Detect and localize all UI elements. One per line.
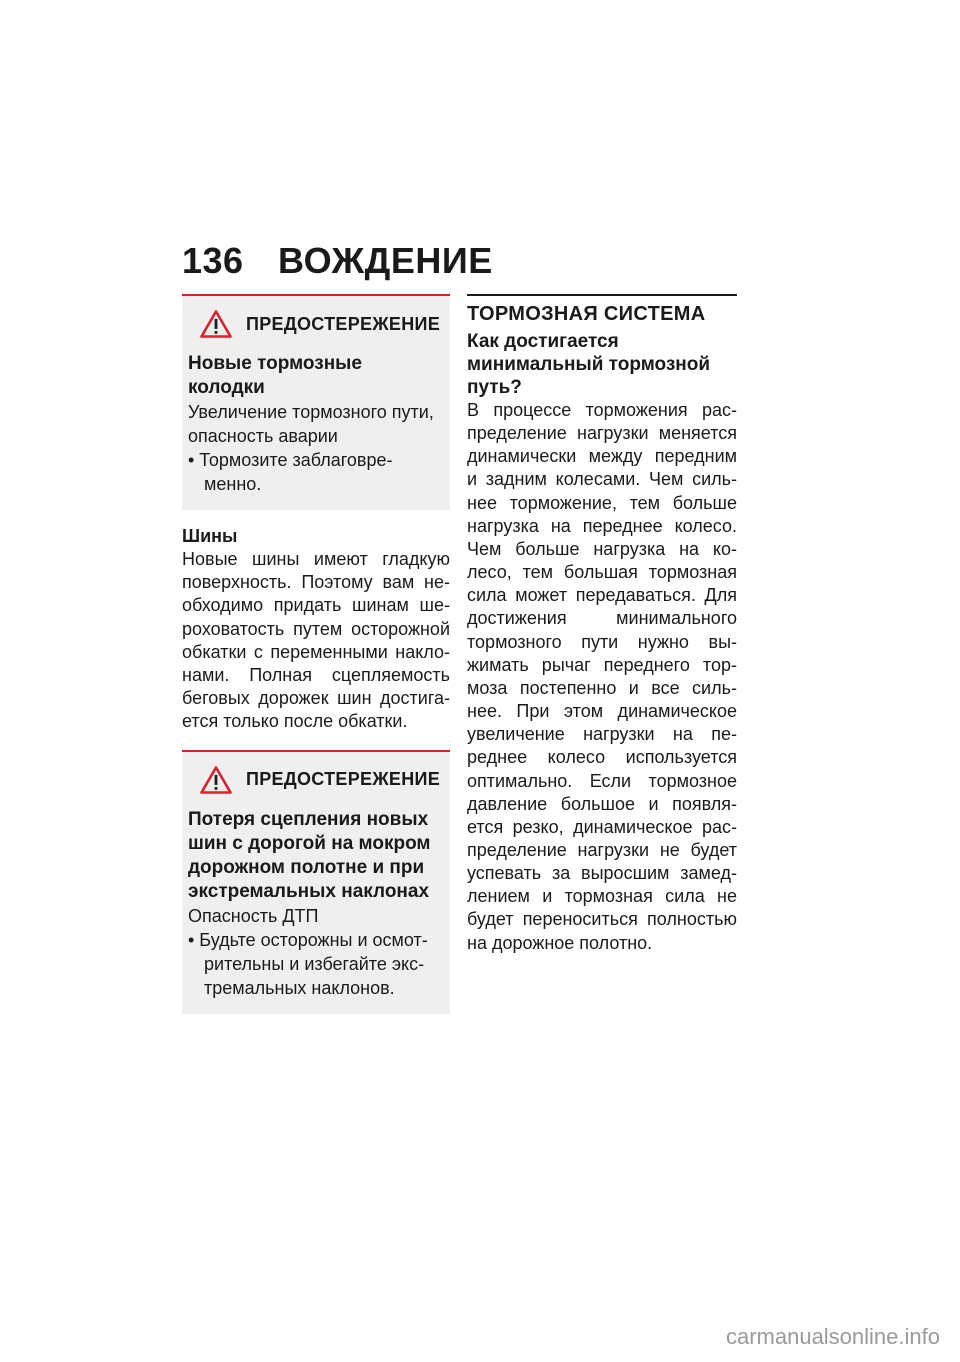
warning-box-traction (182, 750, 450, 1014)
warning-title-row (200, 310, 444, 338)
brakes-title: ТОРМОЗНАЯ СИСТЕМА (467, 303, 706, 325)
warning-heading: Потеря сцепления новых шин с дорогой на мокром дорожном полотне и при экстремальных наклонах (188, 808, 431, 902)
brakes-text: В процессе торможения рас- пределение нагрузки меняется динамически между передним и задним колесами. Чем силь- нее торможение, тем больше нагрузка на переднее колесо. Чем больше нагрузка на ко- лесо, тем большая тормозная сила может передаваться. Для достижения минимального тормозного пути нужно вы- жимать рычаг переднего тор- моза постепенно и все силь- нее. При этом динамическое увеличение нагрузки на пе- реднее колесо используется оптимально. Если тормозное давление большое и появля- ется резко, динамическое рас- пределение нагрузки не будет успевать за выросшим замед- лением и тормозная сила не будет переноситься полностью на дорожное полотно. (467, 400, 737, 953)
warning-text: Увеличение тормозного пути, опасность аварии (188, 402, 434, 446)
warning-label: ПРЕДОСТЕРЕЖЕНИЕ (246, 769, 441, 790)
warning-box-brake-pads (182, 294, 450, 510)
brakes-section (467, 294, 737, 955)
left-column (182, 294, 450, 1014)
warning-bullet: • Тормозите заблаговре- менно. (188, 450, 393, 494)
warning-heading: Новые тормозные колодки (188, 353, 362, 398)
right-column (467, 294, 737, 955)
warning-label: ПРЕДОСТЕРЕЖЕНИЕ (246, 313, 441, 334)
tyres-section (182, 524, 450, 734)
watermark: carmanualsonline.info (725, 1324, 940, 1349)
warning-triangle-icon (200, 310, 232, 338)
brakes-subtitle: Как достигается минимальный тормозной путь? (467, 331, 711, 398)
page-header (182, 240, 493, 282)
warning-bullet: • Будьте осторожны и осмот- рительны и избегайте экс- тремальных наклонов. (188, 929, 428, 998)
warning-text: Опасность ДТП (188, 905, 319, 926)
chapter-title: ВОЖДЕНИЕ (278, 240, 493, 281)
warning-title-row (200, 766, 444, 794)
warning-triangle-icon (200, 766, 232, 794)
page-number: 136 (182, 240, 244, 281)
tyres-title: Шины (182, 526, 238, 546)
tyres-text: Новые шины имеют гладкую поверхность. Поэтому вам не- обходимо придать шинам ше- роховатость путем осторожной обкатки с переменными накло- нами. Полная сцепляемость беговых дорожек шин достига- ется только после обкатки. (182, 549, 450, 732)
